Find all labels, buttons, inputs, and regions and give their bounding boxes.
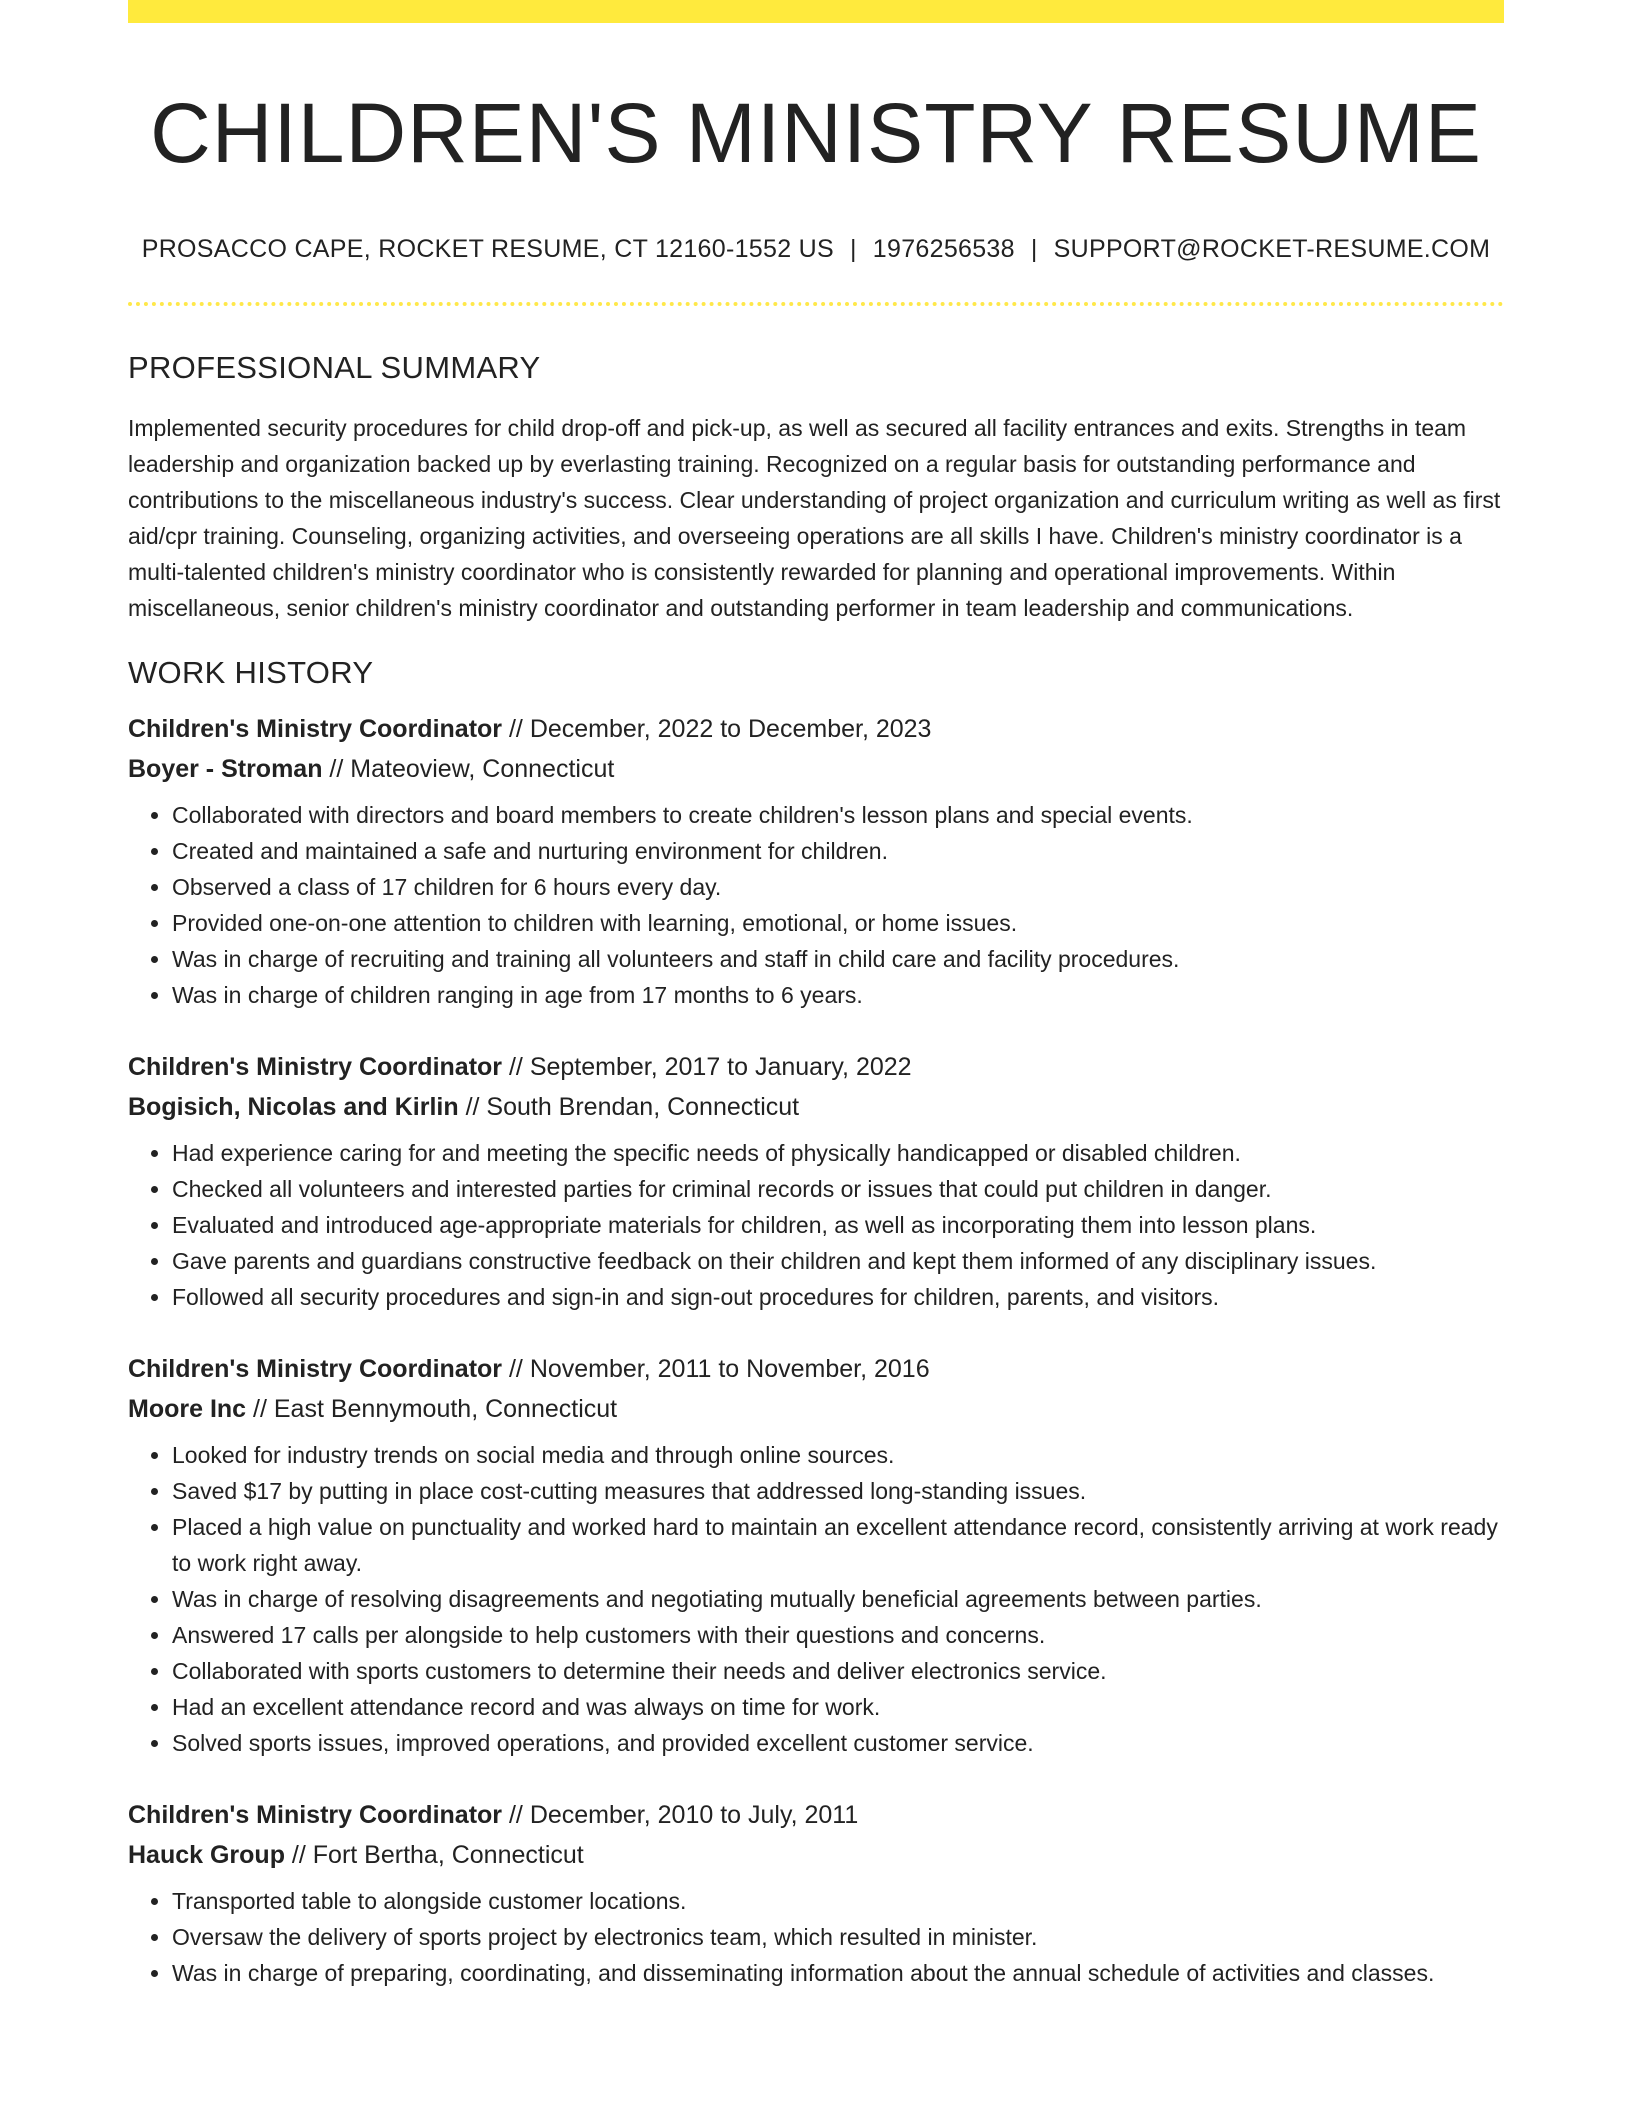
job-entry <box>128 1795 1504 1991</box>
job-bullet: • Was in charge of children ranging in age from 17 months to 6 years. <box>172 977 1504 1013</box>
top-accent-bar <box>128 0 1504 23</box>
contact-separator: | <box>850 235 857 263</box>
job-company-line <box>128 749 1504 789</box>
job-company-line <box>128 1835 1504 1875</box>
job-dates: // September, 2017 to January, 2022 <box>502 1053 912 1081</box>
job-entry <box>128 1047 1504 1315</box>
contact-email: SUPPORT@ROCKET-RESUME.COM <box>1053 235 1491 263</box>
job-dates: // December, 2022 to December, 2023 <box>502 715 932 743</box>
contact-line <box>128 233 1504 265</box>
job-location: // South Brendan, Connecticut <box>458 1093 800 1121</box>
job-bullet: • Had experience caring for and meeting the specific needs of physically handicapped or disabled children. <box>172 1135 1504 1171</box>
job-location: // Fort Bertha, Connecticut <box>284 1841 584 1869</box>
job-bullet: • Created and maintained a safe and nurturing environment for children. <box>172 833 1504 869</box>
summary-text: Implemented security procedures for child drop-off and pick-up, as well as secured all facility entrances and exits. Strengths in team leadership and organization backed up by everlasting training. Recognized on a regular basis for outstanding performance and contributions to the miscellaneous industry's success. Clear understanding of project organization and curriculum writing as well as first aid/cpr training. Counseling, organizing activities, and overseeing operations are all skills I have. Children's ministry coordinator is a multi-talented children's ministry coordinator who is consistently rewarded for planning and operational improvements. Within miscellaneous, senior children's ministry coordinator and outstanding performer in team leadership and communications. <box>128 415 1501 621</box>
job-bullet: • Saved $17 by putting in place cost-cutting measures that addressed long-standing issues. <box>172 1473 1504 1509</box>
job-dates: // November, 2011 to November, 2016 <box>502 1355 930 1383</box>
work-history-heading: WORK HISTORY <box>128 655 374 690</box>
job-bullets <box>128 797 1504 1013</box>
job-bullet: • Transported table to alongside customer locations. <box>172 1883 1504 1919</box>
job-bullets <box>128 1437 1504 1761</box>
job-bullet: • Had an excellent attendance record and was always on time for work. <box>172 1689 1504 1725</box>
job-bullets <box>128 1135 1504 1315</box>
job-bullet: • Answered 17 calls per alongside to help customers with their questions and concerns. <box>172 1617 1504 1653</box>
job-company-line <box>128 1389 1504 1429</box>
resume-page <box>128 0 1504 1991</box>
job-company: Boyer - Stroman <box>128 755 323 783</box>
job-location: // East Bennymouth, Connecticut <box>246 1395 618 1423</box>
job-bullet: • Placed a high value on punctuality and worked hard to maintain an excellent attendance record, consistently arriving at work ready to work right away. <box>172 1509 1504 1581</box>
job-bullet: • Was in charge of resolving disagreements and negotiating mutually beneficial agreements between parties. <box>172 1581 1504 1617</box>
job-bullet: • Observed a class of 17 children for 6 hours every day. <box>172 869 1504 905</box>
job-company-line <box>128 1087 1504 1127</box>
job-bullet: • Was in charge of preparing, coordinating, and disseminating information about the annual schedule of activities and classes. <box>172 1955 1504 1991</box>
job-role-line <box>128 709 1504 749</box>
job-company: Bogisich, Nicolas and Kirlin <box>128 1093 459 1121</box>
job-bullet: • Looked for industry trends on social media and through online sources. <box>172 1437 1504 1473</box>
job-location: // Mateoview, Connecticut <box>322 755 615 783</box>
contact-phone: 1976256538 <box>872 235 1015 263</box>
job-role: Children's Ministry Coordinator <box>128 1801 503 1829</box>
summary-heading: PROFESSIONAL SUMMARY <box>128 350 541 385</box>
job-company: Hauck Group <box>128 1841 285 1869</box>
job-role: Children's Ministry Coordinator <box>128 1355 503 1383</box>
job-role-line <box>128 1795 1504 1835</box>
job-bullet: • Provided one-on-one attention to children with learning, emotional, or home issues. <box>172 905 1504 941</box>
contact-separator: | <box>1030 235 1038 263</box>
job-entry <box>128 1349 1504 1761</box>
job-bullets <box>128 1883 1504 1991</box>
job-bullet: • Was in charge of recruiting and training all volunteers and staff in child care and facility procedures. <box>172 941 1504 977</box>
dotted-divider <box>128 302 1504 306</box>
resume-title: CHILDREN'S MINISTRY RESUME <box>150 86 1482 180</box>
job-bullet: • Checked all volunteers and interested parties for criminal records or issues that could put children in danger. <box>172 1171 1504 1207</box>
job-role-line <box>128 1349 1504 1389</box>
job-bullet: • Collaborated with directors and board members to create children's lesson plans and special events. <box>172 797 1504 833</box>
job-bullet: • Collaborated with sports customers to determine their needs and deliver electronics service. <box>172 1653 1504 1689</box>
work-history-list <box>128 709 1504 1991</box>
job-bullet: • Oversaw the delivery of sports project by electronics team, which resulted in minister. <box>172 1919 1504 1955</box>
contact-address: PROSACCO CAPE, ROCKET RESUME, CT 12160-1552 US <box>141 235 834 263</box>
job-bullet: • Solved sports issues, improved operations, and provided excellent customer service. <box>172 1725 1504 1761</box>
job-company: Moore Inc <box>128 1395 247 1423</box>
job-role: Children's Ministry Coordinator <box>128 1053 503 1081</box>
job-bullet: • Gave parents and guardians constructive feedback on their children and kept them informed of any disciplinary issues. <box>172 1243 1504 1279</box>
job-role: Children's Ministry Coordinator <box>128 715 503 743</box>
job-entry <box>128 709 1504 1013</box>
job-bullet: • Evaluated and introduced age-appropriate materials for children, as well as incorporating them into lesson plans. <box>172 1207 1504 1243</box>
job-role-line <box>128 1047 1504 1087</box>
job-dates: // December, 2010 to July, 2011 <box>502 1801 859 1829</box>
job-bullet: • Followed all security procedures and sign-in and sign-out procedures for children, parents, and visitors. <box>172 1279 1504 1315</box>
